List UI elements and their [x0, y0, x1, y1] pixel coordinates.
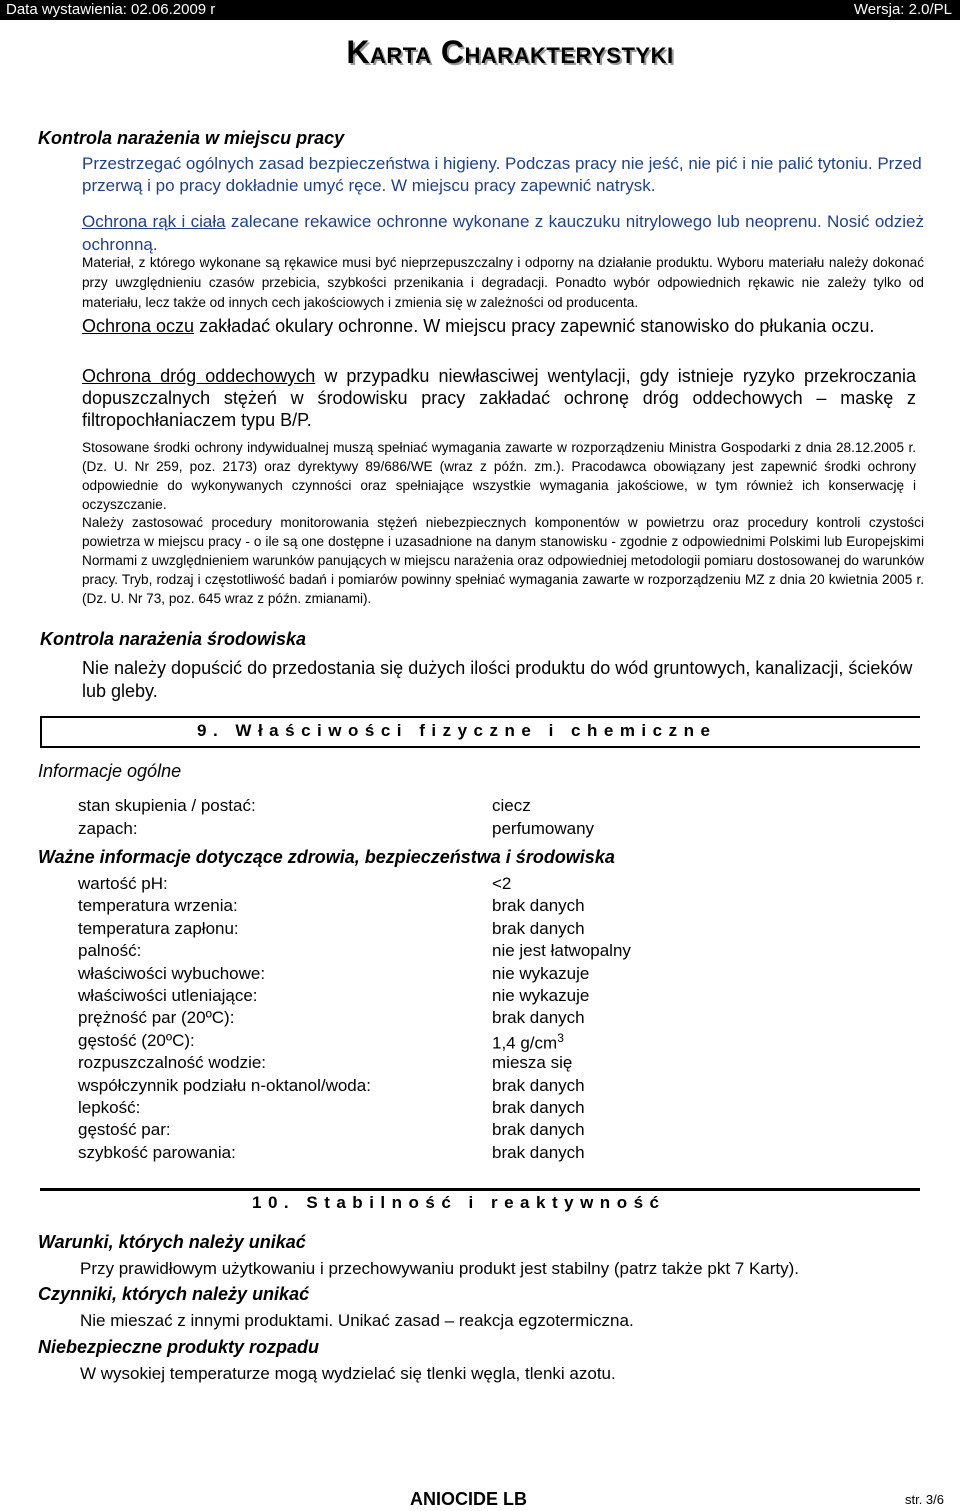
- property-value-text: ciecz: [492, 796, 531, 815]
- property-value: [492, 1098, 585, 1118]
- property-value: [492, 1143, 585, 1163]
- property-value-text: nie jest łatwopalny: [492, 941, 631, 961]
- property-row: [78, 1076, 778, 1098]
- respiratory-protection-label: Ochrona dróg oddechowych: [82, 366, 316, 386]
- property-label: temperatura zapłonu:: [78, 918, 239, 938]
- section-9-bottom-rule: [40, 746, 920, 748]
- property-value-text: brak danych: [492, 1008, 585, 1028]
- property-row: [78, 1098, 778, 1120]
- property-value: [492, 819, 594, 839]
- property-value: [492, 896, 585, 916]
- issue-date: Data wystawienia: 02.06.2009 r: [6, 1, 216, 18]
- hand-protection-text: zalecane rekawice ochronne wykonane z kauczuku nitrylowego lub neoprenu. Nosić odzież ochronną.: [82, 212, 924, 254]
- property-label: prężność par (20ºC):: [78, 1008, 235, 1028]
- section-9-title: 9. Właściwości fizyczne i chemiczne: [197, 721, 717, 740]
- property-value: [492, 796, 531, 816]
- property-value-text: <2: [492, 874, 512, 893]
- property-row: [78, 1120, 778, 1142]
- property-label: lepkość:: [78, 1098, 141, 1117]
- section-10-title: 10. Stabilność i reaktywność: [252, 1193, 666, 1212]
- respiratory-protection-text: w przypadku niewłasciwej wentylacji, gdy istnieje ryzyko przekroczania dopuszczalnych stężeń w środowisku pracy zakładać ochronę dróg oddechowych – maskę z filtropochłaniaczem typu B/P.: [82, 366, 916, 430]
- property-label: stan skupienia / postać:: [78, 796, 256, 815]
- property-value-text: perfumowany: [492, 819, 595, 838]
- property-value-text: brak danych: [492, 1120, 585, 1140]
- property-label: właściwości utleniające:: [78, 986, 258, 1005]
- factors-to-avoid-heading: Czynniki, których należy unikać: [38, 1284, 310, 1304]
- property-value-text: brak danych: [492, 1142, 585, 1162]
- factors-to-avoid-text: Nie mieszać z innymi produktami. Unikać zasad – reakcja egzotermiczna.: [80, 1311, 634, 1330]
- section-10-rule: [40, 1188, 920, 1191]
- property-row: [78, 896, 778, 918]
- gloves-note: Materiał, z którego wykonane są rękawice musi być nieprzepuszczalny i odporny na działanie produktu. Wyboru materiału należy dokonać przy uwzględnieniu czasów przebicia, szybkości przenikania i degradacji. Ponadto wybór odpowiednich rękawic nie zależy tylko od materiału, lecz także od innych cech jakościowych i zmienia się w zależności od producenta.: [82, 255, 924, 310]
- property-value: [492, 941, 631, 961]
- property-row: [78, 874, 778, 896]
- important-info-heading: Ważne informacje dotyczące zdrowia, bezpieczeństwa i środowiska: [38, 847, 615, 867]
- property-label: właściwości wybuchowe:: [78, 963, 266, 983]
- property-row: [78, 986, 778, 1008]
- property-value: [492, 986, 589, 1006]
- section-9-left-rule: [40, 716, 42, 748]
- property-row: [78, 1143, 778, 1165]
- property-value-text: brak danych: [492, 896, 585, 916]
- workplace-paragraph: Przestrzegać ogólnych zasad bezpieczeństwa i higieny. Podczas pracy nie jeść, nie pić i nie palić tytoniu. Przed przerwą i po pracy dokładnie umyć ręce. W miejscu pracy zapewnić natrysk.: [82, 154, 922, 195]
- property-label: rozpuszczalność wodzie:: [78, 1053, 267, 1073]
- environment-heading: Kontrola narażenia środowiska: [40, 629, 307, 649]
- legal-note: Stosowane środki ochrony indywidualnej muszą spełniać wymagania zawarte w rozporządzeniu Ministra Gospodarki z dnia 28.12.2005 r. (Dz. U. Nr 259, poz. 2173) oraz dyrektywy 89/686/WE (wraz z późn. zm.). Pracodawca obowiązany jest zapewnić środki ochrony odpowiednie do wykonywanych czynności oraz spełniające wszystkie wymagania jakościowe, w tym również ich konserwację i oczyszczanie.: [82, 440, 916, 512]
- property-value-text: brak danych: [492, 1098, 585, 1117]
- property-row: [78, 796, 778, 818]
- property-row: [78, 1031, 778, 1053]
- eye-protection: [82, 315, 924, 338]
- property-value-text: brak danych: [492, 918, 585, 938]
- header-bar: [0, 0, 960, 20]
- property-label: gęstość par:: [78, 1120, 171, 1140]
- property-label: szybkość parowania:: [78, 1142, 236, 1162]
- hand-protection: [82, 210, 924, 256]
- property-value: [492, 919, 585, 939]
- workplace-heading: Kontrola narażenia w miejscu pracy: [38, 128, 345, 148]
- property-value-text: miesza się: [492, 1053, 573, 1073]
- property-row: [78, 1008, 778, 1030]
- property-value: [492, 1031, 564, 1054]
- property-value: [492, 874, 511, 894]
- monitoring-note: Należy zastosować procedury monitorowania stężeń niebezpiecznych komponentów w powietrzu oraz procedury kontroli czystości powietrza w miejscu pracy - o ile są one dostępne i uzasadnione na danym stanowisku - zgodnie z odpowiednimi Polskimi lub Europejskimi Normami z uwzględnieniem warunków panujących w miejscu narażenia oraz odpowiedniej metodologii pomiaru dostosowanej do warunków pracy. Tryb, rodzaj i częstotliwość badań i pomiarów powinny spełniać wymagania zawarte w rozporządzeniu MZ z dnia 20 kwietnia 2005 r. (Dz. U. Nr 73, poz. 645 wraz z późn. zmianami).: [82, 515, 924, 606]
- decomposition-text: W wysokiej temperaturze mogą wydzielać się tlenki węgla, tlenki azotu.: [80, 1364, 616, 1383]
- section-9-rule: [40, 716, 920, 718]
- property-value-text: nie wykazuje: [492, 986, 590, 1005]
- property-value: [492, 1120, 585, 1140]
- property-row: [78, 1053, 778, 1075]
- document-title: Karta Charakterystyki: [346, 34, 674, 70]
- property-value-text: 1,4 g/cm: [492, 1033, 558, 1053]
- property-label: temperatura wrzenia:: [78, 896, 238, 916]
- property-row: [78, 964, 778, 986]
- property-label: palność:: [78, 941, 142, 961]
- eye-protection-label: Ochrona oczu: [82, 316, 195, 336]
- product-name: ANIOCIDE LB: [410, 1489, 527, 1509]
- property-value: [492, 964, 589, 984]
- property-value: [492, 1076, 585, 1096]
- property-value: [492, 1053, 572, 1073]
- property-label: współczynnik podziału n-oktanol/woda:: [78, 1075, 371, 1095]
- property-value: [492, 1008, 585, 1028]
- decomposition-heading: Niebezpieczne produkty rozpadu: [38, 1337, 320, 1357]
- hand-protection-label: Ochrona rąk i ciała: [82, 212, 226, 231]
- page-number: str. 3/6: [904, 1492, 944, 1507]
- property-label: zapach:: [78, 819, 138, 838]
- respiratory-protection: [82, 365, 916, 431]
- conditions-to-avoid-text: Przy prawidłowym użytkowaniu i przechowywaniu produkt jest stabilny (patrz także pkt 7 Karty).: [80, 1259, 800, 1278]
- property-row: [78, 919, 778, 941]
- property-label: gęstość (20ºC):: [78, 1030, 195, 1050]
- version: Wersja: 2.0/PL: [853, 1, 952, 18]
- environment-text: Nie należy dopuścić do przedostania się dużych ilości produktu do wód gruntowych, kanalizacji, ścieków lub gleby.: [82, 658, 913, 701]
- property-value-text: brak danych: [492, 1075, 585, 1095]
- property-row: [78, 941, 778, 963]
- conditions-to-avoid-heading: Warunki, których należy unikać: [38, 1232, 306, 1252]
- property-row: [78, 819, 778, 841]
- general-info-heading: Informacje ogólne: [38, 761, 182, 781]
- property-label: wartość pH:: [78, 874, 168, 893]
- property-value-text: nie wykazuje: [492, 963, 590, 983]
- eye-protection-text: zakładać okulary ochronne. W miejscu pracy zapewnić stanowisko do płukania oczu.: [194, 316, 875, 336]
- property-unit-superscript: 3: [557, 1030, 564, 1045]
